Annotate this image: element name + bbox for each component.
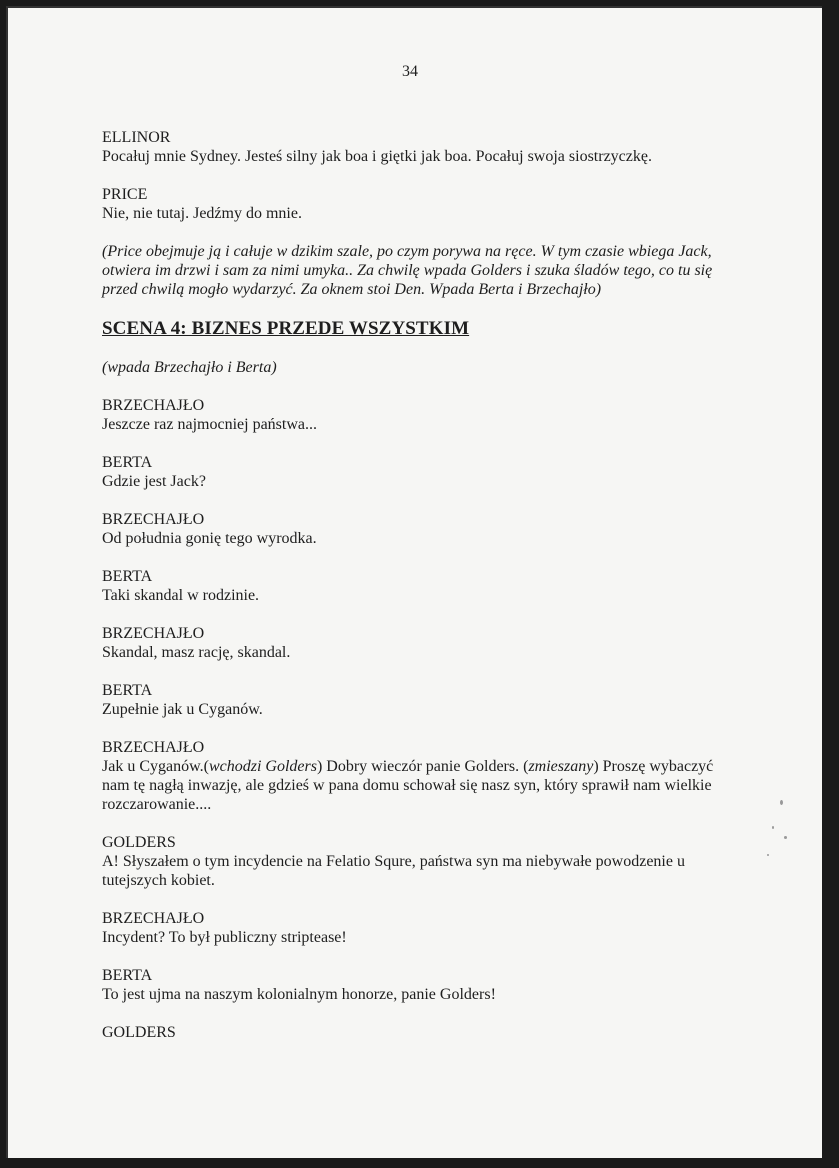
dialogue-block (102, 966, 742, 1004)
dialogue-block (102, 453, 742, 491)
stage-direction: (wpada Brzechajło i Berta) (102, 359, 277, 376)
dialogue-block (102, 128, 742, 166)
dialogue-line: Pocałuj mnie Sydney. Jesteś silny jak boa i giętki jak boa. Pocałuj swoja siostrzyczkę. (102, 148, 652, 165)
dialogue-block (102, 624, 742, 662)
dialogue-line: Jeszcze raz najmocniej państwa... (102, 416, 318, 433)
scan-speck (780, 800, 783, 805)
dialogue-line: To jest ujma na naszym kolonialnym honorze, panie Golders! (102, 986, 496, 1003)
speaker-name: BERTA (102, 568, 153, 585)
stage-direction-block (102, 242, 742, 299)
dialogue-line: A! Słyszałem o tym incydencie na Felatio Squre, państwa syn ma niebywałe powodzenie u tutejszych kobiet. (102, 853, 685, 889)
scan-speck (772, 826, 774, 829)
speaker-name: GOLDERS (102, 1024, 176, 1041)
dialogue-block (102, 1023, 742, 1042)
dialogue-block (102, 185, 742, 223)
script-body (102, 128, 742, 1061)
dialogue-line: Od południa gonię tego wyrodka. (102, 530, 317, 547)
dialogue-block (102, 510, 742, 548)
stage-direction-inline: zmieszany (528, 758, 594, 775)
page-number: 34 (402, 63, 418, 80)
dialogue-line: Taki skandal w rodzinie. (102, 587, 260, 604)
speaker-name: BERTA (102, 454, 153, 471)
speaker-name: BRZECHAJŁO (102, 910, 205, 927)
dialogue-block (102, 681, 742, 719)
speaker-name: ELLINOR (102, 129, 171, 146)
speaker-name: BRZECHAJŁO (102, 511, 205, 528)
dialogue-text: ) Dobry wieczór panie Golders. ( (316, 758, 529, 775)
stage-direction-block (102, 358, 742, 377)
dialogue-block (102, 738, 742, 814)
scan-speck (767, 854, 769, 856)
document-page (6, 6, 822, 1158)
dialogue-line: Gdzie jest Jack? (102, 473, 206, 490)
dialogue-text: ) Proszę wybaczyć nam tę nagłą inwazję, ale gdzieś w pana domu schował się nasz syn, który sprawił nam wielkie rozczarowanie.... (102, 758, 714, 813)
stage-direction-inline: wchodzi Golders (208, 758, 317, 775)
scan-specks (762, 796, 792, 876)
speaker-name: GOLDERS (102, 834, 176, 851)
speaker-name: BRZECHAJŁO (102, 625, 205, 642)
dialogue-block (102, 833, 742, 890)
speaker-name: BRZECHAJŁO (102, 739, 205, 756)
dialogue-line: Skandal, masz rację, skandal. (102, 644, 291, 661)
scan-speck (784, 836, 787, 839)
dialogue-line: Nie, nie tutaj. Jedźmy do mnie. (102, 205, 302, 222)
scene-heading: SCENA 4: BIZNES PRZEDE WSZYSTKIM (102, 318, 470, 339)
dialogue-block (102, 396, 742, 434)
speaker-name: BRZECHAJŁO (102, 397, 205, 414)
speaker-name: PRICE (102, 186, 148, 203)
dialogue-line (102, 757, 742, 814)
dialogue-line: Incydent? To był publiczny striptease! (102, 929, 347, 946)
dialogue-block (102, 567, 742, 605)
dialogue-text: Jak u Cyganów.( (102, 758, 209, 775)
dialogue-line: Zupełnie jak u Cyganów. (102, 701, 263, 718)
speaker-name: BERTA (102, 682, 153, 699)
speaker-name: BERTA (102, 967, 153, 984)
dialogue-block (102, 909, 742, 947)
stage-direction: (Price obejmuje ją i całuje w dzikim szale, po czym porywa na ręce. W tym czasie wbiega Jack, otwiera im drzwi i sam za nimi umyka.. Za chwilę wpada Golders i szuka śladów tego, co tu się przed chwilą mogło wydarzyć. Za oknem stoi Den. Wpada Berta i Brzechajło) (102, 243, 713, 298)
